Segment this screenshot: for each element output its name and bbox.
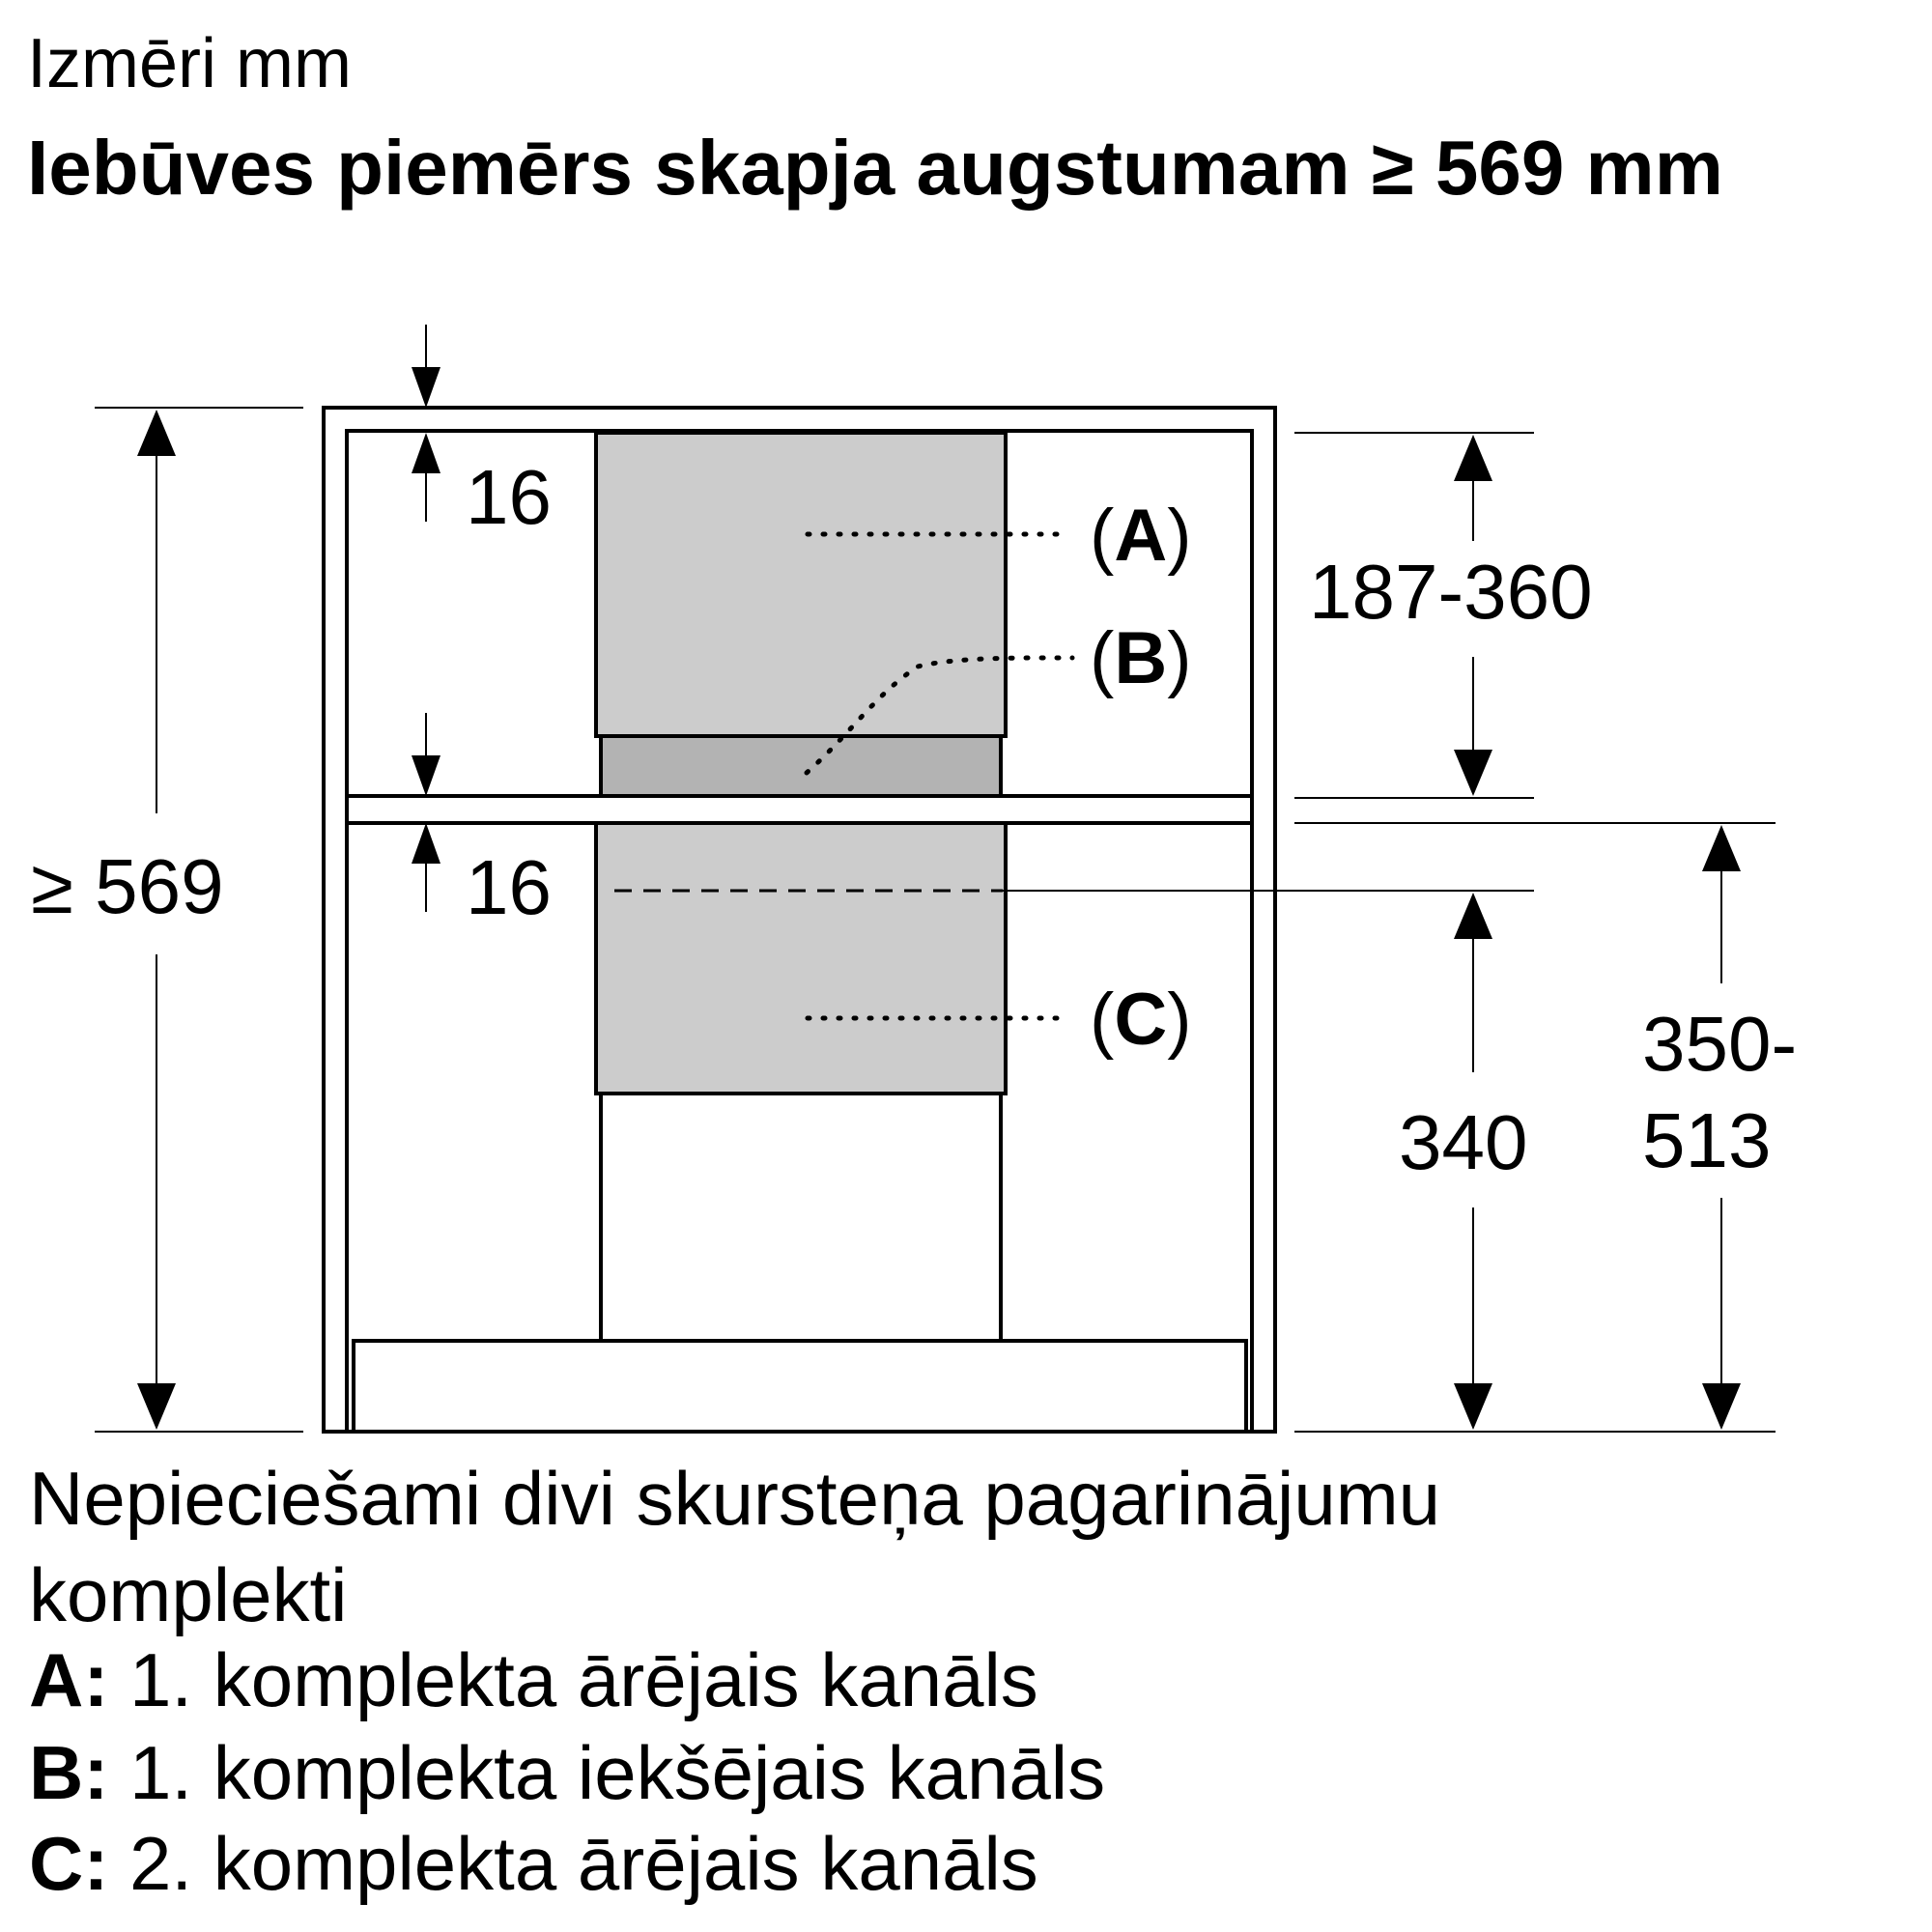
note-line-1: Nepieciešami divi skursteņa pagarinājumu bbox=[29, 1456, 1441, 1541]
gap-top-arrow-up bbox=[412, 433, 440, 473]
legend-key-b: B: bbox=[29, 1730, 109, 1815]
upper-arrow-up bbox=[1454, 435, 1492, 481]
callout-b: (B) bbox=[1090, 617, 1192, 699]
hood bbox=[354, 1341, 1246, 1432]
arrow-340-up bbox=[1454, 893, 1492, 939]
duct-a bbox=[596, 433, 1006, 736]
dim-arrow-down bbox=[137, 1383, 176, 1430]
gap-mid-arrow-up bbox=[412, 823, 440, 864]
diagram-title: Iebūves piemērs skapja augstumam ≥ 569 mm bbox=[27, 125, 1723, 211]
callout-c: (C) bbox=[1090, 979, 1192, 1061]
gap-mid-arrow-down bbox=[412, 755, 440, 796]
dim-right-range-line1: 350- bbox=[1642, 1001, 1798, 1087]
note-line-2: komplekti bbox=[29, 1552, 348, 1637]
legend-key-a: A: bbox=[29, 1637, 109, 1722]
legend-key-c: C: bbox=[29, 1821, 109, 1906]
dim-top-gap: 16 bbox=[466, 454, 552, 540]
range-arrow-down bbox=[1702, 1383, 1741, 1430]
legend-item-b bbox=[29, 1730, 1106, 1815]
callout-a: (A) bbox=[1090, 495, 1192, 577]
legend-text-c: 2. komplekta ārējais kanāls bbox=[128, 1821, 1038, 1906]
arrow-340-down bbox=[1454, 1383, 1492, 1430]
upper-arrow-down bbox=[1454, 750, 1492, 796]
legend-item-c bbox=[29, 1821, 1038, 1906]
dim-right-range-line2: 513 bbox=[1642, 1097, 1772, 1183]
dim-upper-range: 187-360 bbox=[1309, 549, 1593, 635]
legend-item-a bbox=[29, 1637, 1038, 1722]
gap-top-arrow-down bbox=[412, 367, 440, 408]
legend-text-b: 1. komplekta iekšējais kanāls bbox=[128, 1730, 1106, 1815]
dim-middle-gap: 16 bbox=[466, 844, 552, 930]
cabinet-shelf bbox=[347, 796, 1252, 823]
range-arrow-up bbox=[1702, 825, 1741, 871]
subtitle: Izmēri mm bbox=[27, 25, 352, 102]
dim-cabinet-height: ≥ 569 bbox=[31, 843, 224, 929]
legend-text-a: 1. komplekta ārējais kanāls bbox=[128, 1637, 1038, 1722]
duct-b bbox=[601, 736, 1001, 796]
dim-arrow-up bbox=[137, 410, 176, 456]
duct-c bbox=[596, 823, 1006, 1094]
dim-lower-height: 340 bbox=[1399, 1099, 1528, 1185]
